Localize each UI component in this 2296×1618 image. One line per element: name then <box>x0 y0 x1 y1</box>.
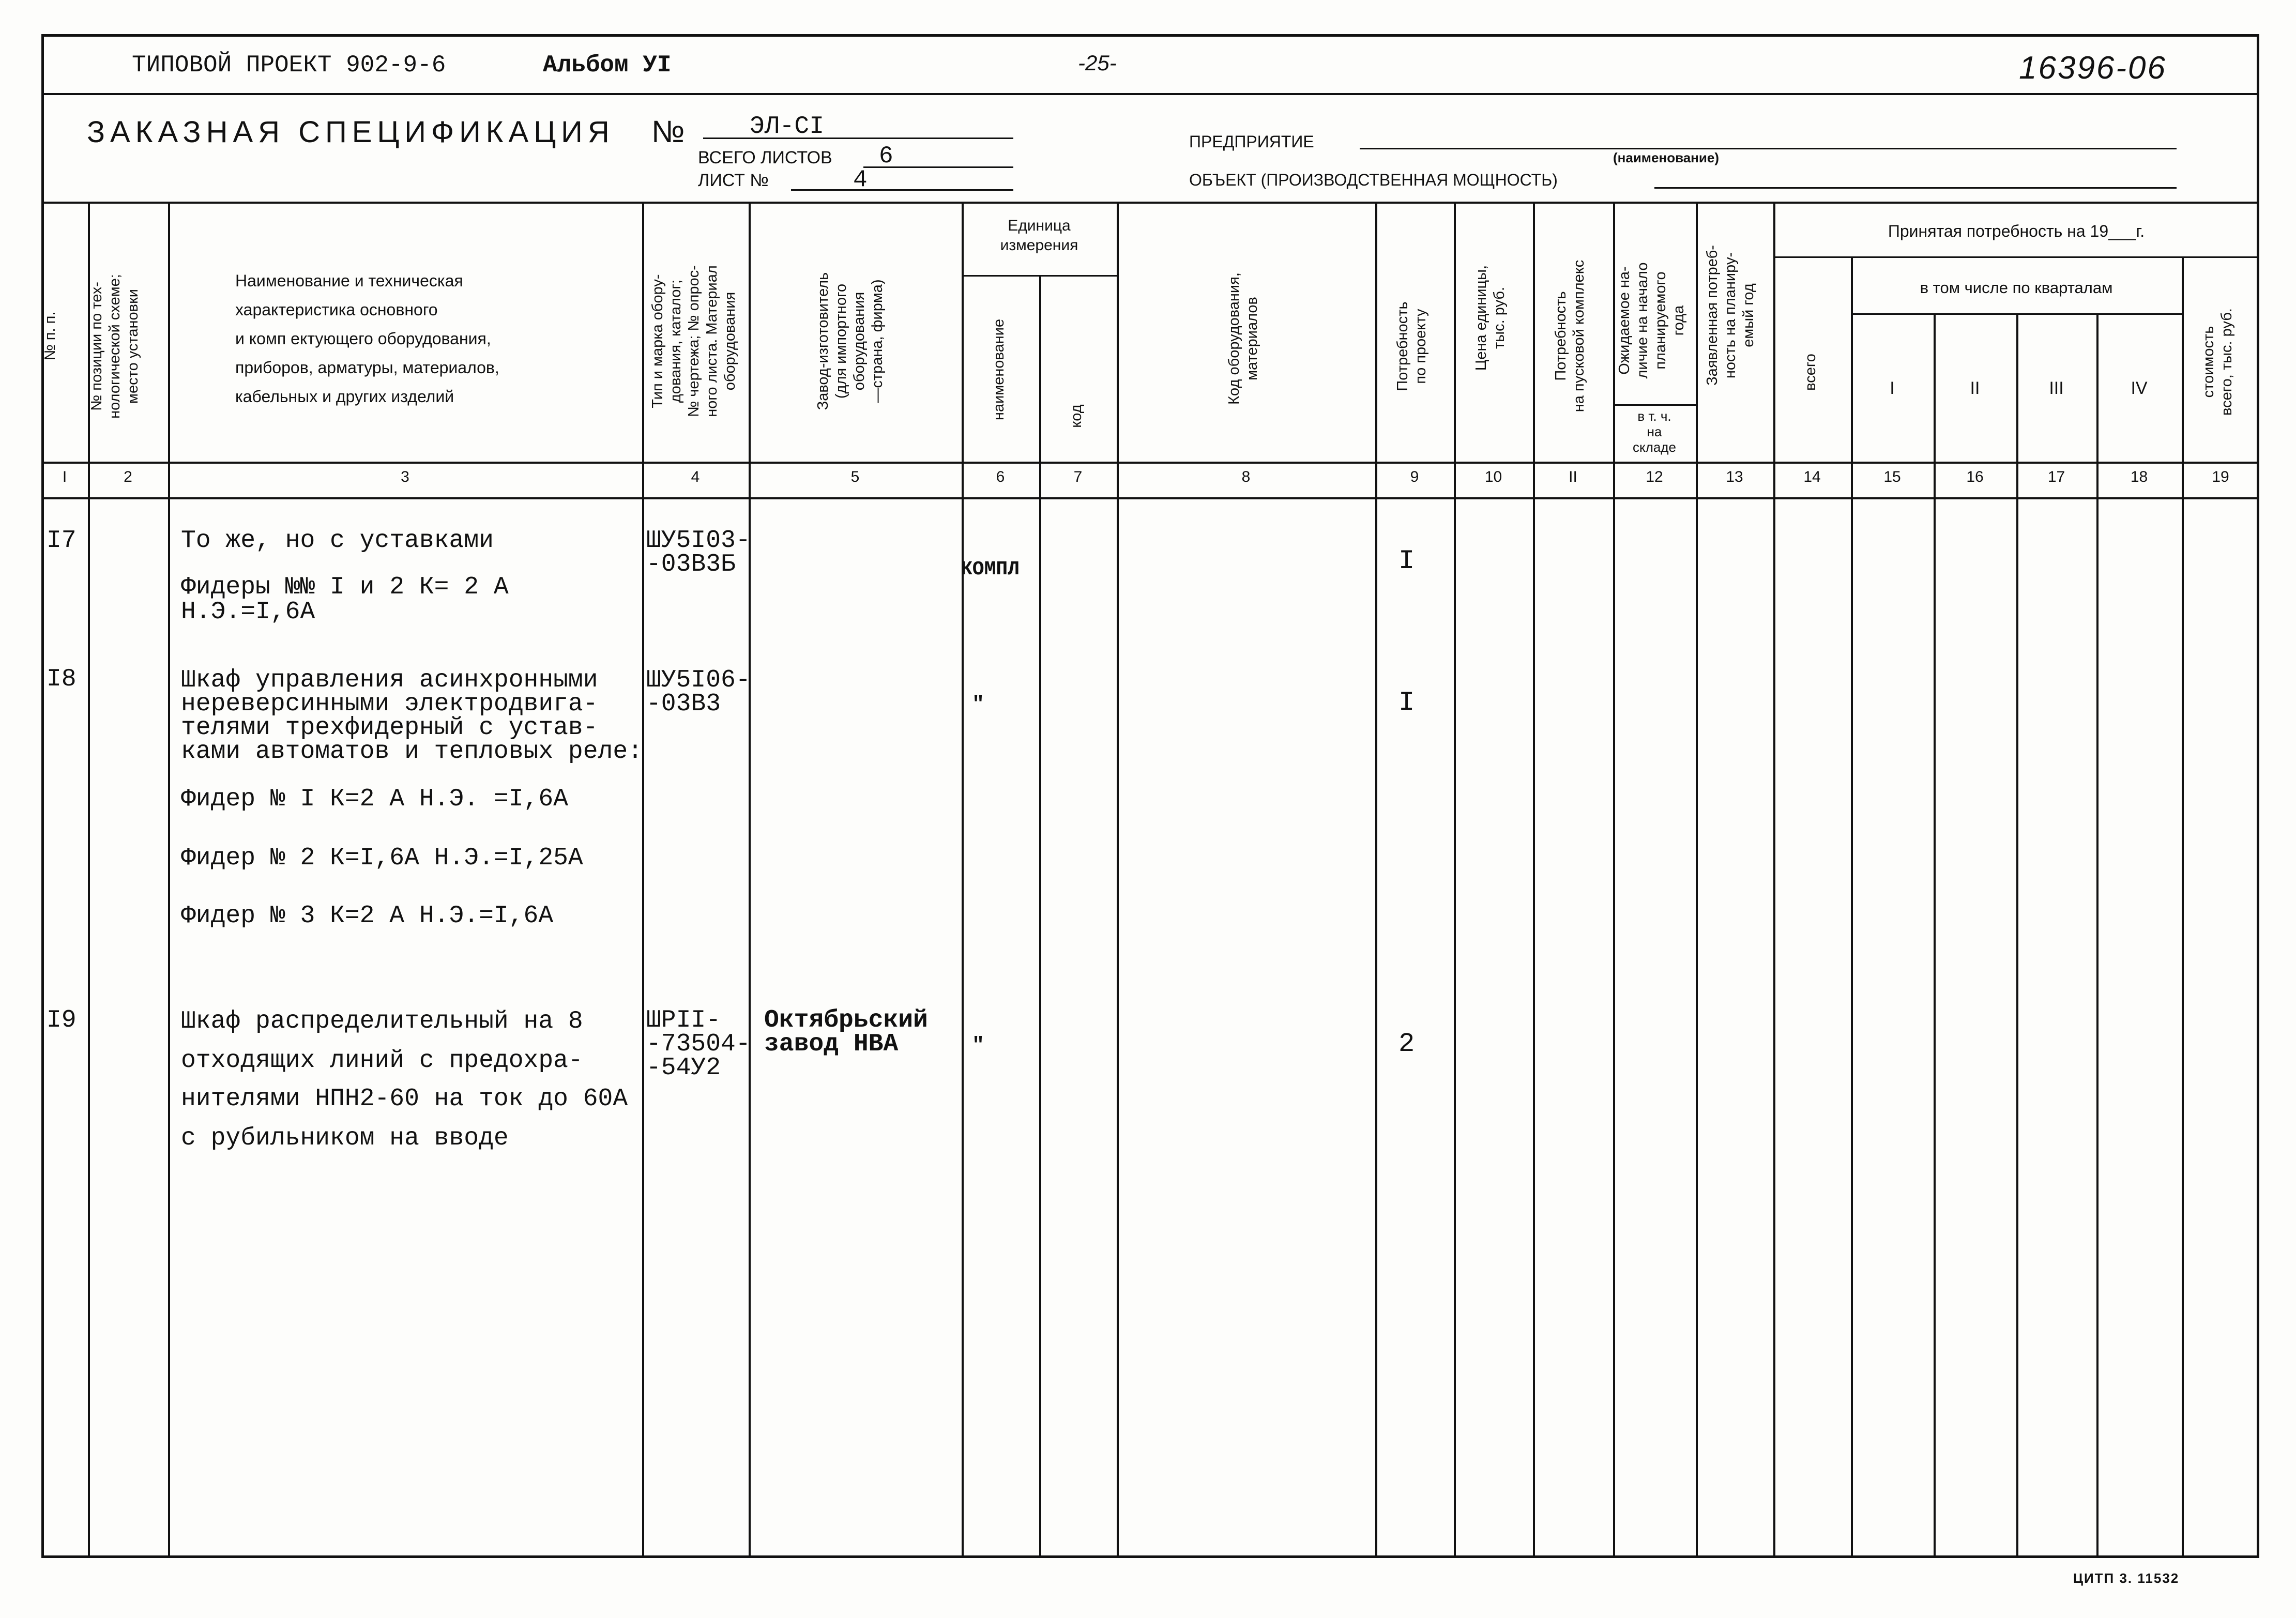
object-label: ОБЪЕКТ (ПРОИЗВОДСТВЕННАЯ МОЩНОСТЬ) <box>1189 171 1558 189</box>
row-2-desc-line-4: ками автоматов и тепловых реле: <box>181 738 643 766</box>
col-header-7: код <box>1068 404 1085 428</box>
sheets-total-label: ВСЕГО ЛИСТОВ <box>698 148 832 167</box>
col-header-3: Наименование и техническая характеристика основного и комп ектующего оборудования, приборов, арматуры, материалов, кабельных и других изделий <box>235 271 499 406</box>
row-2-desc-line-6: Фидер № 2 К=I,6А Н.Э.=I,25А <box>181 844 583 872</box>
col-number-8: 8 <box>1241 468 1251 485</box>
header-bottom-line <box>41 462 2259 464</box>
col-number-9: 9 <box>1410 468 1419 485</box>
col-number-19: 19 <box>2212 468 2229 485</box>
row-1-type-line-2: -03В3Б <box>646 551 736 578</box>
col-divider-10 <box>1533 202 1535 1558</box>
row-1-number: I7 <box>47 527 77 555</box>
accepted-group-rule <box>1773 256 2259 258</box>
page-number: -25- <box>1078 51 1117 75</box>
row-2-desc-line-3: телями трехфидерный с устав- <box>181 714 598 742</box>
col-divider-9 <box>1454 202 1456 1558</box>
col-divider-3 <box>642 202 644 1558</box>
numbers-bottom-line <box>41 497 2259 499</box>
row-2-desc-line-5: Фидер № I К=2 А Н.Э. =I,6А <box>181 785 568 813</box>
row-3-desc-line-3: нителями НПН2-60 на ток до 60А <box>181 1085 628 1113</box>
accepted-group-header: Принятая потребность на 19___г. <box>1888 222 2145 240</box>
col-divider-11 <box>1613 202 1615 1558</box>
col-divider-18 <box>2182 256 2184 1558</box>
col-divider-16 <box>2016 313 2018 1558</box>
naming-note: (наименование) <box>1613 150 1719 165</box>
spec-number-label: № <box>651 114 685 149</box>
row-3-number: I9 <box>47 1006 77 1034</box>
row-3-desc-line-1: Шкаф распределительный на 8 <box>181 1008 583 1035</box>
row-3-unit: " <box>972 1034 985 1058</box>
sheets-total-underline <box>863 166 1013 168</box>
col-header-6: наименование <box>991 318 1007 421</box>
col-divider-5 <box>962 202 964 1558</box>
row-2-type-line-2: -03В3 <box>646 690 721 718</box>
col-number-6: 6 <box>996 468 1005 485</box>
col-header-2: № позиции по тех- нологической схеме; место установки <box>88 274 141 419</box>
col-header-12-sub: в т. ч. на складе <box>1633 408 1676 455</box>
col-number-4: 4 <box>691 468 700 485</box>
col-number-16: 16 <box>1966 468 1984 485</box>
sheets-total-value: 6 <box>879 143 893 170</box>
row-1-qty: I <box>1398 546 1415 576</box>
col-header-15: I <box>1890 378 1895 398</box>
row-3-maker-line-2: завод НВА <box>764 1030 899 1058</box>
row-1-desc-line-2: Фидеры №№ I и 2 К= 2 А <box>181 573 509 601</box>
document-number: 16396-06 <box>2019 50 2167 86</box>
row-2-desc-line-2: нереверсинными электродвига- <box>181 690 598 718</box>
col-number-1: I <box>62 468 67 485</box>
row-3-desc-line-2: отходящих линий с предохра- <box>181 1047 583 1075</box>
row-3-type-line-3: -54У2 <box>646 1054 721 1082</box>
col-number-17: 17 <box>2047 468 2065 485</box>
col-divider-14 <box>1851 256 1853 1558</box>
col-divider-4 <box>749 202 751 1558</box>
object-underline <box>1654 187 2177 189</box>
unit-group-header: Единица измерения <box>1000 217 1078 254</box>
col-divider-6 <box>1039 275 1041 1558</box>
enterprise-underline <box>1360 148 2177 149</box>
col-header-12: Ожидаемое на- личие на начало планируемого года <box>1616 262 1687 379</box>
col-number-12: 12 <box>1646 468 1663 485</box>
row-2-desc-line-1: Шкаф управления асинхронными <box>181 666 598 694</box>
col-header-9: Потребность по проекту <box>1394 301 1429 391</box>
col-header-19: стоимость всего, тыс. руб. <box>2200 308 2235 416</box>
row-1-desc-line-1: То же, но с уставками <box>181 527 494 555</box>
col-header-8: Код оборудования, материалов <box>1226 272 1260 405</box>
col-number-2: 2 <box>124 468 132 485</box>
row-3-type-line-1: ШРII- <box>646 1006 721 1034</box>
spec-title: ЗАКАЗНАЯ СПЕЦИФИКАЦИЯ <box>87 115 615 149</box>
col-header-17: III <box>2049 378 2064 398</box>
col-divider-2 <box>168 202 170 1558</box>
row-3-type-line-2: -73504- <box>646 1030 751 1058</box>
col-number-5: 5 <box>850 468 860 485</box>
col-number-13: 13 <box>1726 468 1743 485</box>
sheet-label: ЛИСТ № <box>698 171 769 190</box>
enterprise-label: ПРЕДПРИЯТИЕ <box>1189 132 1314 151</box>
sheet-underline <box>791 189 1013 191</box>
row-3-qty: 2 <box>1398 1029 1415 1059</box>
row-1-unit: КОМПЛ <box>961 558 1020 581</box>
col-header-1: № п. п. <box>42 311 58 361</box>
col-number-10: 10 <box>1484 468 1502 485</box>
col-divider-13 <box>1773 202 1775 1558</box>
col-header-18: IV <box>2131 378 2148 398</box>
col-header-13: Заявленная потреб- ность на планиру- емый год <box>1704 245 1757 386</box>
col-divider-12 <box>1696 202 1698 1558</box>
col-divider-7 <box>1117 202 1119 1558</box>
row-2-qty: I <box>1398 688 1415 718</box>
spec-number-underline <box>703 138 1013 139</box>
c12-sub-rule <box>1613 404 1696 406</box>
album-label: Альбом УI <box>543 52 672 79</box>
quarters-group-header: в том числе по кварталам <box>1920 279 2113 297</box>
col-divider-15 <box>1934 313 1936 1558</box>
col-number-14: 14 <box>1803 468 1821 485</box>
col-header-10: Цена единицы, тыс. руб. <box>1473 265 1508 371</box>
row-2-unit: " <box>972 693 985 716</box>
col-number-18: 18 <box>2130 468 2148 485</box>
sheet-value: 4 <box>853 166 868 193</box>
row-2-desc-line-7: Фидер № 3 К=2 А Н.Э.=I,6А <box>181 902 554 930</box>
project-title: ТИПОВОЙ ПРОЕКТ 902-9-6 <box>132 52 446 79</box>
col-header-16: II <box>1970 378 1980 398</box>
row-3-maker-line-1: Октябрьский <box>764 1006 928 1034</box>
row-3-desc-line-4: с рубильником на вводе <box>181 1124 509 1152</box>
col-number-3: 3 <box>401 468 409 485</box>
col-header-14: всего <box>1802 354 1819 391</box>
col-header-11: Потребность на пусковой комплекс <box>1553 260 1587 413</box>
top-strip-line <box>41 93 2259 95</box>
table-top-line <box>41 202 2259 204</box>
row-2-type-line-1: ШУ5I06- <box>646 666 751 694</box>
printer-stamp: ЦИТП 3. 11532 <box>2073 1570 2180 1586</box>
col-number-11: II <box>1569 468 1577 485</box>
col-header-5: Завод-изготовитель (для импортного оборудования —страна, фирма) <box>815 272 886 410</box>
col-header-4: Тип и марка обору- дования, каталог; № чертежа; № опрос- ного листа. Материал оборудования <box>649 265 738 417</box>
row-1-type-line-1: ШУ5I03- <box>646 527 751 555</box>
col-divider-8 <box>1375 202 1377 1558</box>
col-number-15: 15 <box>1883 468 1901 485</box>
row-1-desc-line-3: Н.Э.=I,6А <box>181 598 315 626</box>
spec-number-value: ЭЛ-СI <box>750 113 825 141</box>
row-2-number: I8 <box>47 665 77 693</box>
col-divider-17 <box>2096 313 2099 1558</box>
col-number-7: 7 <box>1073 468 1083 485</box>
